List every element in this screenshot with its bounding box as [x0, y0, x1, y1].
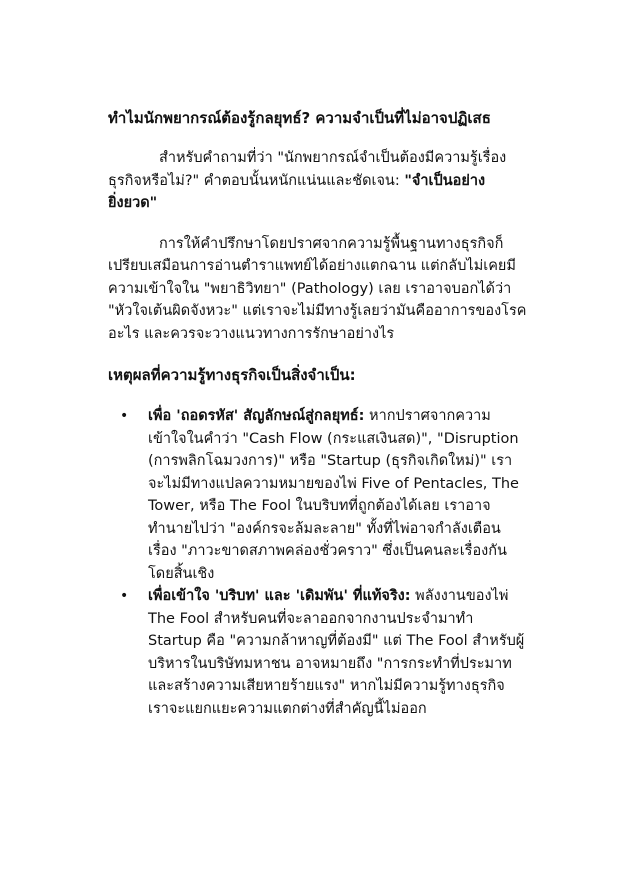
list-item	[120, 585, 528, 720]
reasons-list	[108, 405, 528, 720]
list-item-text: พลังงานของไพ่ The Fool สำหรับคนที่จะลาออกจากงานประจำมาทำ Startup คือ "ความกล้าหาญที่ต้องมี" แต่ The Fool สำหรับผู้บริหารในบริษัทมหาชน อาจหมายถึง "การกระทำที่ประมาทและสร้างความเสียหายร้ายแรง" หากไม่มีความรู้ทางธุรกิจ เราจะแยกแยะความแตกต่างที่สำคัญนี้ไม่ออก	[148, 588, 525, 717]
bullet-icon: •	[120, 588, 129, 604]
document-title: ทำไมนักพยากรณ์ต้องรู้กลยุทธ์? ความจำเป็นที่ไม่อาจปฏิเสธ	[108, 109, 491, 127]
intro-paragraph	[108, 147, 528, 215]
intro-text: สำหรับคำถามที่ว่า "นักพยากรณ์จำเป็นต้องมีความรู้เรื่องธุรกิจหรือไม่?" คำตอบนั้นหนักแน่นและชัดเจน:	[108, 150, 507, 189]
list-item-lead: เพื่อ 'ถอดรหัส' สัญลักษณ์สู่กลยุทธ์:	[148, 408, 365, 424]
body-paragraph: การให้คำปรึกษาโดยปราศจากความรู้พื้นฐานทางธุรกิจก็เปรียบเสมือนการอ่านตำราแพทย์ได้อย่างแตกฉาน แต่กลับไม่เคยมีความเข้าใจใน "พยาธิวิทยา" (Pathology) เลย เราอาจบอกได้ว่า "หัวใจเต้นผิดจังหวะ" แต่เราจะไม่มีทางรู้เลยว่ามันคืออาการของโรคอะไร และควรจะวางแนวทางการรักษาอย่างไร	[108, 235, 527, 342]
list-item-text: หากปราศจากความเข้าใจในคำว่า "Cash Flow (กระแสเงินสด)", "Disruption (การพลิกโฉมวงการ)" หรือ "Startup (ธุรกิจเกิดใหม่)" เราจะไม่มีทางแปลความหมายของไพ่ Five of Pentacles, The Tower, หรือ The Fool ในบริบทที่ถูกต้องได้เลย เราอาจทำนายไปว่า "องค์กรจะล้มละลาย" ทั้งที่ไพ่อาจกำลังเตือนเรื่อง "ภาวะขาดสภาพคล่องชั่วคราว" ซึ่งเป็นคนละเรื่องกันโดยสิ้นเชิง	[148, 408, 519, 582]
list-item	[120, 405, 528, 585]
bullet-icon: •	[120, 408, 129, 424]
list-item-lead: เพื่อเข้าใจ 'บริบท' และ 'เดิมพัน' ที่แท้จริง:	[148, 588, 411, 604]
section-heading: เหตุผลที่ความรู้ทางธุรกิจเป็นสิ่งจำเป็น:	[108, 366, 356, 384]
document-page	[108, 106, 528, 720]
intro-emphasis: "จำเป็นอย่างยิ่งยวด"	[108, 172, 486, 211]
